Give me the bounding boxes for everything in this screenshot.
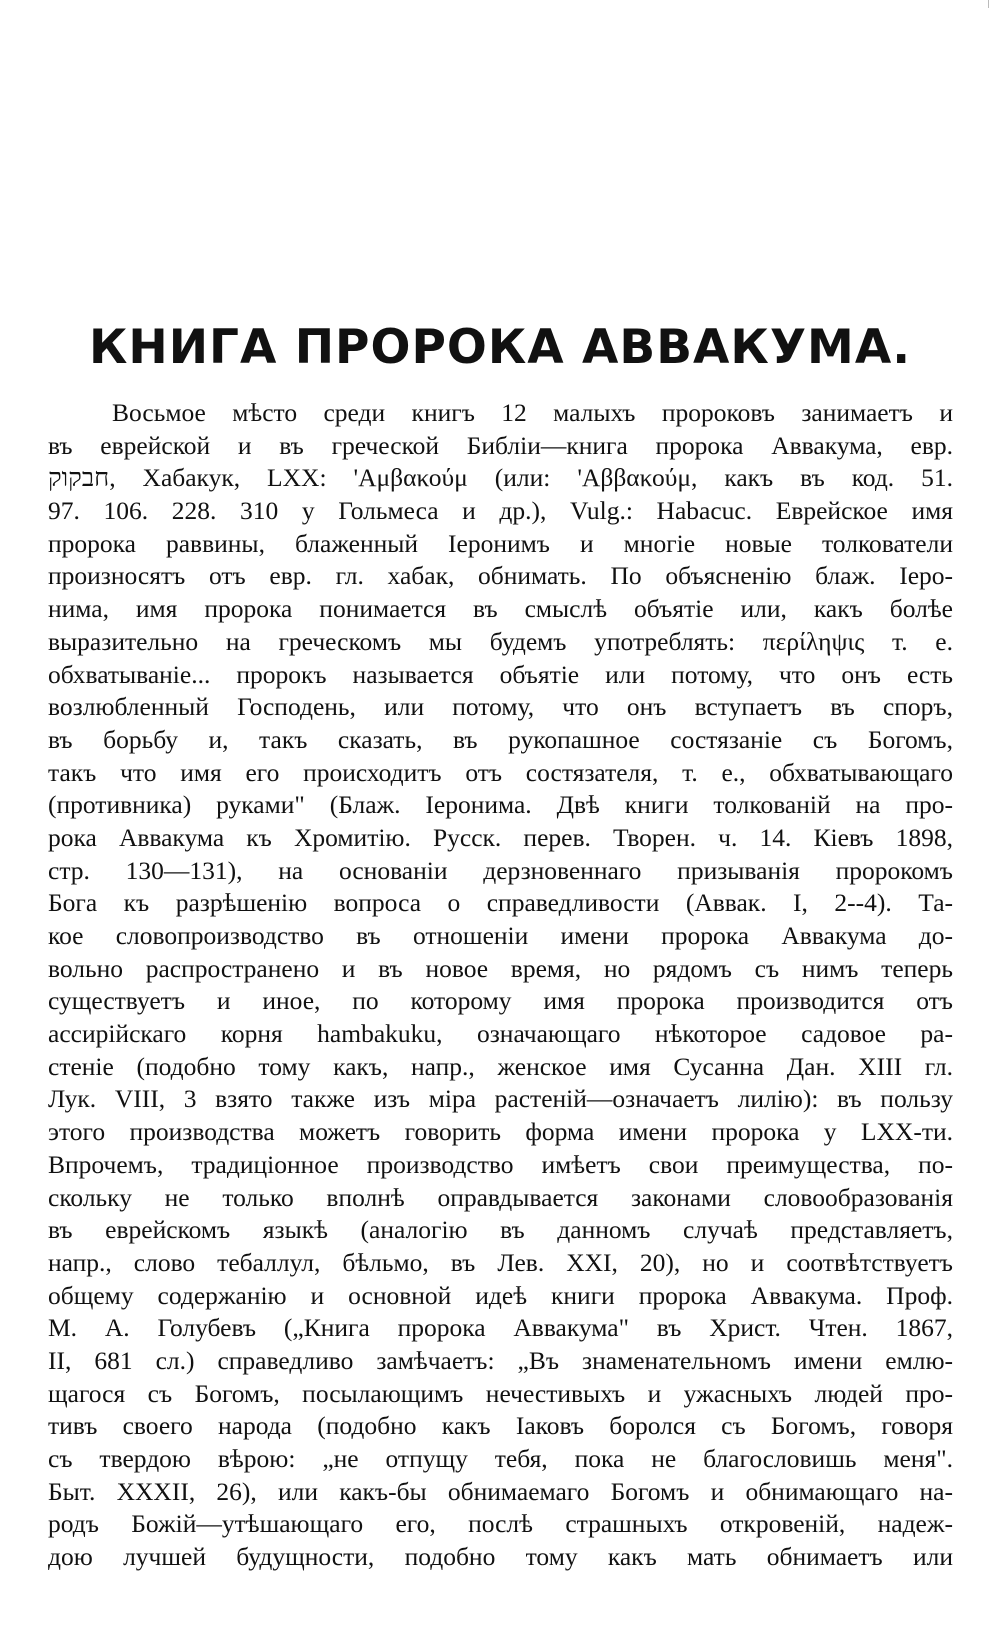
text-line: пророка раввины, блаженный Іеронимъ и многіе новые толкователи: [48, 528, 953, 558]
text-line: выразительно на греческомъ мы будемъ употреблять: περίληψις т. е.: [48, 626, 953, 656]
text-line: тивъ своего народа (подобно какъ Іаковъ боролся съ Богомъ, говоря: [48, 1411, 953, 1441]
text-line: щагося съ Богомъ, посылающимъ нечестивыхъ и ужасныхъ людей про-: [48, 1378, 953, 1408]
text-line: дою лучшей будущности, подобно тому какъ мать обнимаетъ или: [48, 1542, 953, 1572]
text-line: въ борьбу и, такъ сказать, въ рукопашное состязаніе съ Богомъ,: [48, 724, 953, 754]
text-line: этого производства можетъ говорить форма имени пророка у LXX-ти.: [48, 1117, 953, 1147]
text-line: Бога къ разрѣшенію вопроса о справедливости (Аввак. I, 2--4). Та-: [48, 888, 953, 918]
text-line: ассирійскаго корня hambakuku, означающаго нѣкоторое садовое ра-: [48, 1019, 953, 1049]
scan-mark: [988, 0, 989, 8]
text-line: съ твердою вѣрою: „не отпущу тебя, пока не благословишь меня".: [48, 1444, 953, 1473]
text-line: въ еврейскомъ языкѣ (аналогію въ данномъ случаѣ представляетъ,: [48, 1215, 953, 1245]
text-line: II, 681 сл.) справедливо замѣчаетъ: „Въ знаменательномъ имени емлю-: [48, 1345, 953, 1375]
text-line: Восьмое мѣсто среди книгъ 12 малыхъ пророковъ занимаетъ и: [112, 398, 953, 427]
text-line: обхватываніе... пророкъ называется объятіе или потому, что онъ есть: [48, 659, 953, 689]
text-line: общему содержанію и основной идеѣ книги пророка Аввакума. Проф.: [48, 1280, 953, 1310]
text-line: нима, имя пророка понимается въ смыслѣ объятіе или, какъ болѣе: [48, 594, 953, 624]
text-line: рока Аввакума къ Хромитію. Русск. перев. Творен. ч. 14. Кіевъ 1898,: [48, 822, 953, 852]
text-line: кое словопроизводство въ отношеніи имени пророка Аввакума до-: [48, 921, 953, 950]
text-line: напр., слово тебаллул, бѣльмо, въ Лев. XXI, 20), но и соотвѣтствуетъ: [48, 1247, 953, 1277]
chapter-title: КНИГА ПРОРОКА АВВАКУМА.: [88, 320, 912, 375]
text-line: существуетъ и иное, по которому имя пророка производится отъ: [48, 986, 953, 1016]
text-line: возлюбленный Господень, или потому, что онъ вступаетъ въ споръ,: [48, 692, 953, 722]
text-line: вольно распространено и въ новое время, но рядомъ съ нимъ теперь: [48, 953, 953, 983]
body-text: [48, 397, 953, 1574]
text-line: М. А. Голубевъ („Книга пророка Аввакума" въ Христ. Чтен. 1867,: [48, 1313, 953, 1343]
text-line: Быт. XXXII, 26), или какъ-бы обнимаемаго Богомъ и обнимающаго на-: [48, 1476, 953, 1506]
text-line: стр. 130—131), на основаніи дерзновеннаго призыванія пророкомъ: [48, 855, 953, 885]
text-line: стеніе (подобно тому какъ, напр., женское имя Сусанна Дан. XIII гл.: [48, 1051, 953, 1081]
text-line: въ еврейской и въ греческой Библіи—книга пророка Аввакума, евр.: [48, 430, 953, 460]
text-line: родъ Божій—утѣшающаго его, послѣ страшныхъ откровеній, надеж-: [48, 1509, 953, 1539]
text-line: скольку не только вполнѣ оправдывается законами словообразованія: [48, 1182, 953, 1212]
text-line: Лук. VIII, 3 взято также изъ міра растеній—означаетъ лилію): въ пользу: [48, 1084, 953, 1114]
text-line: произносятъ отъ евр. гл. хабак, обнимать. По объясненію блаж. Іеро-: [48, 561, 953, 591]
text-line: такъ что имя его происходитъ отъ состязателя, т. е., обхватывающаго: [48, 757, 953, 787]
text-line: חבקוק, Хабакук, LXX: 'Αμβακούμ (или: 'Αββακούμ, какъ въ код. 51.: [48, 463, 953, 493]
text-line: (противника) руками" (Блаж. Іеронима. Двѣ книги толкованій на про-: [48, 790, 953, 820]
text-line: Впрочемъ, традиціонное производство имѣетъ свои преимущества, по-: [48, 1149, 953, 1179]
text-line: 97. 106. 228. 310 у Гольмеса и др.), Vulg.: Habacuc. Еврейское имя: [48, 496, 953, 526]
